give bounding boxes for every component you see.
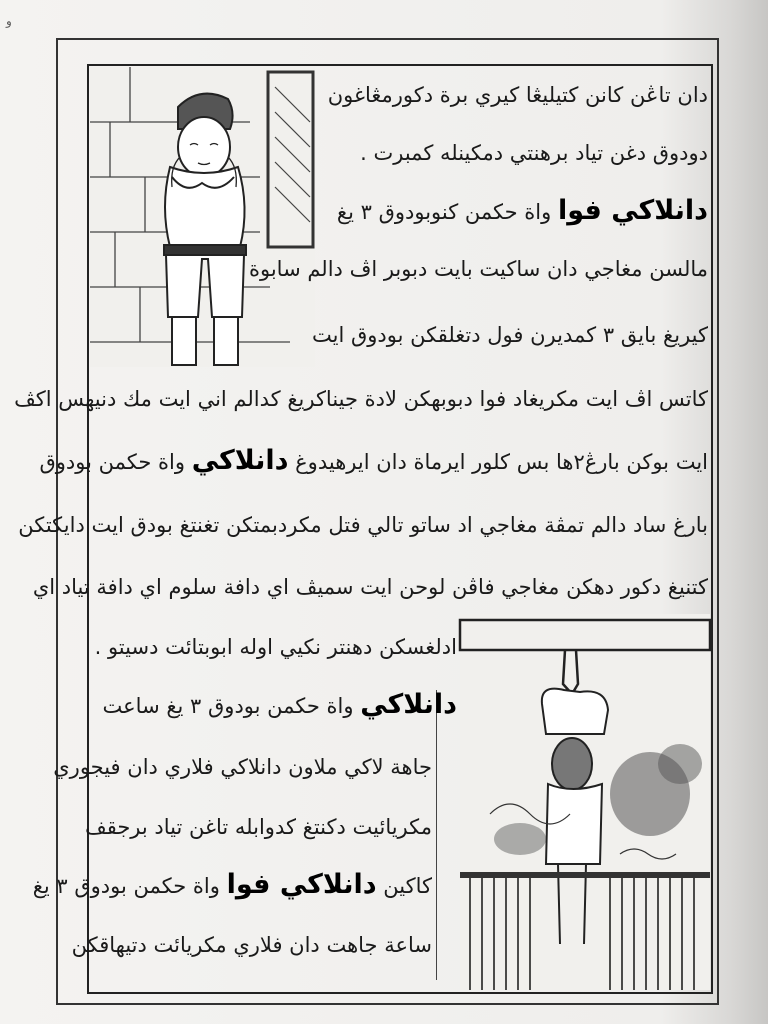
column-divider — [436, 690, 437, 980]
text-line-9: كتنيغ دكور دهكن مغاجي فاڤن لوحن ايت سميڤ اي دافة سلوم اي دافة تياد اي — [32, 575, 708, 599]
text-line-7: ايت بوكن بارڠ٢ها بس كلور ايرماة دان ايرهيدوغ دانلاكي واة حكمن بودوق — [39, 445, 708, 476]
hanging-figure-illustration — [460, 614, 710, 990]
text-line-10: ادلغسكن دهنتر نكيي اوله ابوبتائت دسيتو . — [94, 635, 457, 659]
text-line-8: بارغ ساد دالم تمڤة مغاجي اد ساتو تالي فتل مكردبمتكن تغنتغ بودق ايت دايكتكن — [18, 513, 708, 537]
text-line-15: ساعة جاهت دان فلاري مكريائت دتيهاقكن — [71, 933, 432, 957]
text-line-11: دانلاكي واة حكمن بودوق ٣ يغ ساعت — [102, 689, 457, 720]
text-line-3: دانلاكي فوﺍ واة حكمن كنوبودوق ٣ يغ — [336, 195, 708, 226]
text-line-13: مكريائيت دكنتغ كدوابله تاغن تياد برجقف — [84, 815, 432, 839]
emphasis-danlaki: دانلاكي — [360, 689, 457, 720]
margin-mark: ﻭ — [6, 14, 12, 28]
emphasis-danlaki: دانلاكي فوا — [226, 869, 377, 900]
emphasis-danlaki: دانلاكي فوﺍ — [557, 195, 708, 226]
text-line-2: دودوق دغن تياد برهنتي دمكينله كمبرت . — [360, 141, 708, 165]
text-line-6: كاتس اڤ ايت مكريغاد فوا دبوبهكن لادة جيناكريغ كدالم اني ايت مك دنيهس اكڤ — [14, 387, 708, 411]
text-line-12: جاهة لاكي ملاون دانلاكي فلاري دان فيجوري — [53, 755, 432, 779]
standing-child-illustration — [90, 67, 315, 367]
text-line-14: كاكين دانلاكي فوا واة حكمن بودوق ٣ يغ — [32, 869, 432, 900]
emphasis-danlaki: دانلاكي — [191, 445, 289, 476]
text-line-1: دان تاڠن كانن كتيليڠا كيري برة دكورمڠاغون — [327, 83, 708, 107]
text-line-5: كيريغ بايق ٣ كمديرن فول دتغلقكن بودوق ايت — [312, 323, 708, 347]
text-line-4: مالسن مغاجي دان ساكيت بايت دبوبر اڤ دالم سابوة — [248, 257, 708, 281]
